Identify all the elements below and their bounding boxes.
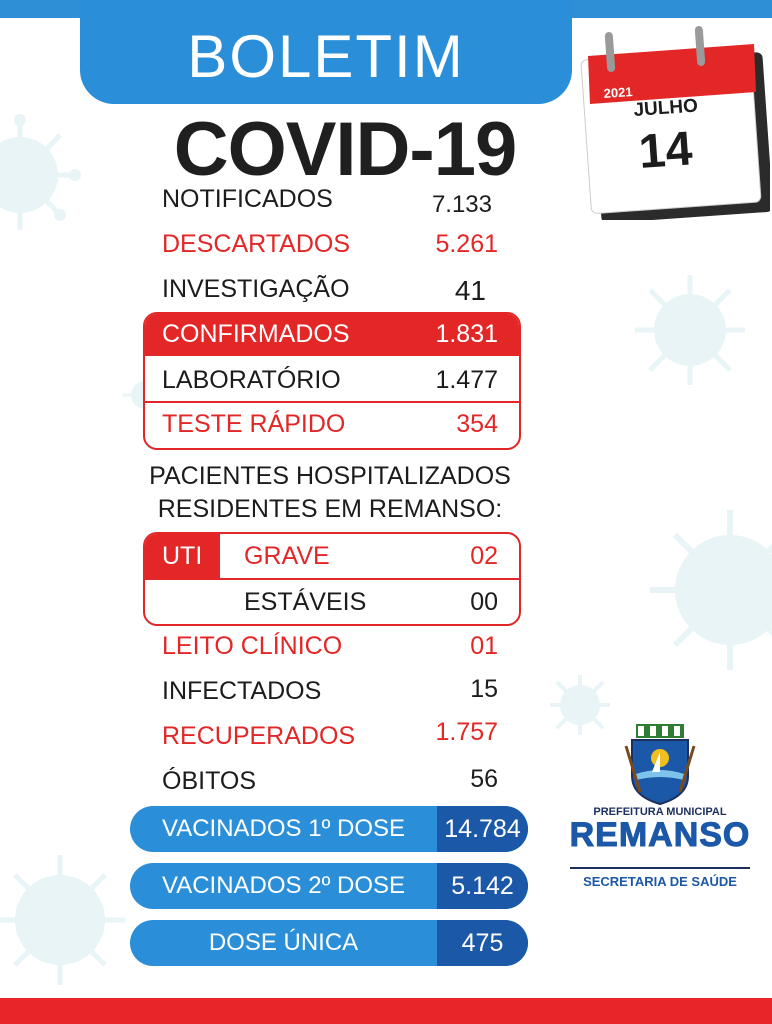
infectados-value: 15 xyxy=(470,675,498,703)
confirmados-value: 1.831 xyxy=(435,320,498,348)
divider xyxy=(145,578,519,580)
header-banner xyxy=(80,0,572,104)
estaveis-value: 00 xyxy=(470,588,498,616)
descartados-label: DESCARTADOS xyxy=(162,230,351,258)
investigacao-row xyxy=(0,275,772,307)
vacinados-2-dose-value: 5.142 xyxy=(437,863,528,909)
calendar-day: 14 xyxy=(637,122,695,179)
hospitalizados-title-line2: RESIDENTES EM REMANSO: xyxy=(157,495,503,523)
prefeitura-logo xyxy=(560,722,760,897)
remanso-logo-text: REMANSO xyxy=(569,816,751,854)
hospitalizados-title-line1: PACIENTES HOSPITALIZADOS xyxy=(149,462,511,490)
notificados-value: 7.133 xyxy=(431,191,492,218)
estaveis-row xyxy=(0,588,772,620)
laboratorio-row xyxy=(0,366,772,398)
dose-unica-label: DOSE ÚNICA xyxy=(208,929,359,956)
investigacao-label: INVESTIGAÇÃO xyxy=(162,275,350,303)
teste-rapido-value: 354 xyxy=(456,410,498,438)
laboratorio-label: LABORATÓRIO xyxy=(162,366,341,394)
virus-icon xyxy=(0,840,140,990)
secretaria-label: SECRETARIA DE SAÚDE xyxy=(583,874,737,889)
hospitalizados-title xyxy=(110,460,550,526)
confirmados-row xyxy=(0,320,772,352)
teste-rapido-label: TESTE RÁPIDO xyxy=(162,410,346,438)
confirmados-label: CONFIRMADOS xyxy=(162,320,350,348)
leito-clinico-value: 01 xyxy=(470,632,498,660)
prefeitura-label: PREFEITURA MUNICIPAL xyxy=(593,806,727,818)
obitos-label: ÓBITOS xyxy=(162,767,257,795)
uti-label: UTI xyxy=(162,542,203,570)
estaveis-label: ESTÁVEIS xyxy=(244,588,367,616)
vacinados-1-dose-label: VACINADOS 1º DOSE xyxy=(161,815,406,842)
virus-icon xyxy=(0,100,90,250)
obitos-value: 56 xyxy=(470,765,498,793)
vacinados-1-dose-pill xyxy=(130,806,528,852)
recuperados-value: 1.757 xyxy=(435,718,498,746)
infectados-row xyxy=(0,677,772,709)
infectados-label: INFECTADOS xyxy=(162,677,322,705)
notificados-row xyxy=(0,185,772,217)
coat-of-arms-icon xyxy=(622,722,698,806)
dose-unica-value: 475 xyxy=(437,920,528,966)
bottom-red-strip xyxy=(0,998,772,1024)
header-title: BOLETIM xyxy=(187,22,465,90)
vacinados-2-dose-pill xyxy=(130,863,528,909)
recuperados-label: RECUPERADOS xyxy=(162,722,356,750)
leito-clinico-label: LEITO CLÍNICO xyxy=(162,632,343,660)
leito-clinico-row xyxy=(0,632,772,664)
grave-label: GRAVE xyxy=(244,542,330,570)
vacinados-1-dose-value: 14.784 xyxy=(437,806,528,852)
grave-value: 02 xyxy=(470,542,498,570)
notificados-label: NOTIFICADOS xyxy=(162,185,333,213)
laboratorio-value: 1.477 xyxy=(435,366,498,394)
investigacao-value: 41 xyxy=(454,275,486,306)
descartados-value: 5.261 xyxy=(435,230,498,258)
divider xyxy=(570,867,750,869)
calendar-month: JULHO xyxy=(632,95,699,121)
teste-rapido-row xyxy=(0,410,772,442)
vacinados-2-dose-label: VACINADOS 2º DOSE xyxy=(161,872,406,899)
dose-unica-pill xyxy=(130,920,528,966)
covid-title: COVID-19 xyxy=(173,107,517,192)
grave-row xyxy=(0,542,772,574)
descartados-row xyxy=(0,230,772,262)
divider xyxy=(145,401,519,403)
calendar-year: 2021 xyxy=(603,84,634,101)
